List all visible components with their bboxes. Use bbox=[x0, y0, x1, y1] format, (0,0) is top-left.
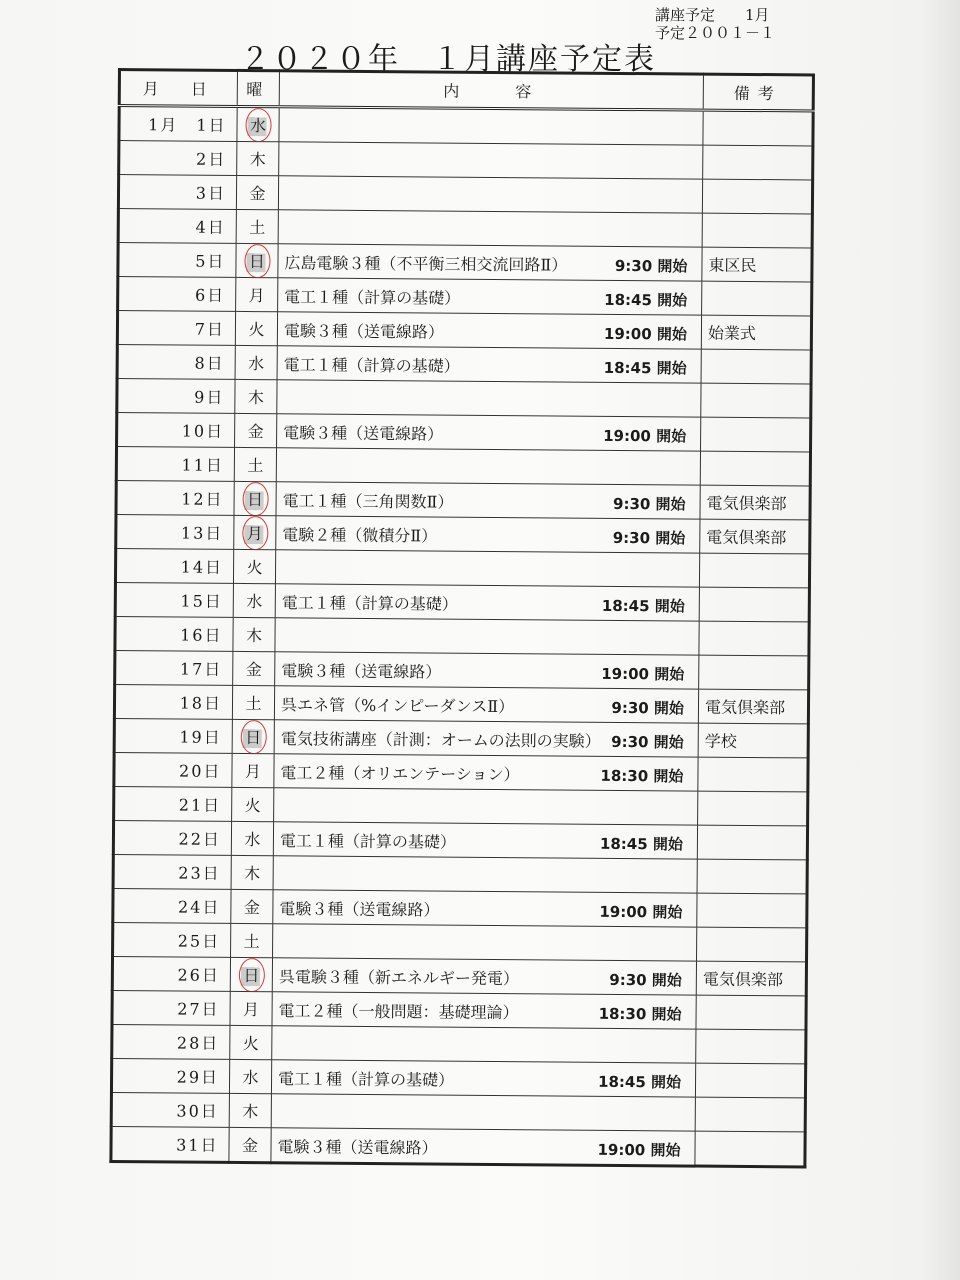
weekday-cell bbox=[231, 889, 273, 923]
date-cell: 8日 bbox=[117, 345, 235, 380]
table-row bbox=[113, 888, 807, 927]
weekday-cell bbox=[235, 311, 277, 345]
header-content: 内 容 bbox=[279, 71, 703, 110]
table-row bbox=[118, 175, 812, 214]
date-cell: 3日 bbox=[118, 175, 236, 210]
start-time: 19:00 開始 bbox=[603, 426, 687, 446]
note-cell bbox=[696, 995, 806, 1030]
weekday-label: 土 bbox=[245, 694, 262, 714]
weekday-cell bbox=[235, 345, 277, 379]
start-time: 19:00 開始 bbox=[599, 902, 683, 922]
schedule-table bbox=[109, 68, 815, 1168]
table-row bbox=[116, 447, 810, 486]
date-cell: 26日 bbox=[112, 956, 230, 991]
content-cell bbox=[275, 652, 699, 689]
header-note: 備考 bbox=[703, 74, 813, 111]
table-row bbox=[114, 752, 808, 791]
content-cell bbox=[271, 1094, 695, 1131]
weekday-cell bbox=[233, 583, 275, 617]
weekday-cell bbox=[234, 515, 276, 549]
start-time: 9:30 開始 bbox=[609, 970, 682, 990]
date-cell: 28日 bbox=[112, 1024, 230, 1059]
content-cell bbox=[278, 244, 702, 281]
start-time: 19:00 開始 bbox=[603, 324, 687, 344]
note-cell bbox=[697, 825, 807, 860]
weekday-cell bbox=[230, 957, 272, 991]
note-cell bbox=[697, 927, 807, 962]
note-cell bbox=[698, 791, 808, 826]
table-row bbox=[119, 106, 813, 146]
start-time: 18:45 開始 bbox=[603, 358, 687, 378]
weekday-label: 金 bbox=[243, 898, 260, 918]
date-cell: 24日 bbox=[113, 888, 231, 923]
weekday-label: 木 bbox=[247, 388, 264, 408]
content-cell bbox=[279, 107, 703, 145]
table-row bbox=[117, 379, 811, 418]
content-cell bbox=[271, 1128, 695, 1166]
course-subject: 広島電験３種（不平衡三相交流回路Ⅱ） bbox=[284, 253, 568, 275]
weekday-cell bbox=[233, 651, 275, 685]
weekday-label: 金 bbox=[245, 660, 262, 680]
weekday-cell bbox=[234, 447, 276, 481]
weekday-cell bbox=[229, 1059, 271, 1093]
weekday-label: 月 bbox=[243, 1000, 260, 1020]
table-row bbox=[118, 243, 812, 282]
course-subject: 電工１種（計算の基礎） bbox=[279, 831, 457, 852]
red-circle-mark bbox=[238, 957, 264, 991]
course-subject: 電工１種（計算の基礎） bbox=[277, 1069, 455, 1090]
note-cell bbox=[697, 893, 807, 928]
table-row bbox=[114, 718, 808, 757]
weekday-label: 水 bbox=[242, 1068, 259, 1088]
content-cell bbox=[274, 788, 698, 825]
note-cell bbox=[700, 451, 810, 486]
content-cell bbox=[274, 720, 698, 757]
page-title: ２０２０年 １月講座予定表 bbox=[240, 42, 656, 77]
start-time: 9:30 開始 bbox=[614, 256, 688, 276]
date-cell: 10日 bbox=[117, 413, 235, 448]
content-cell bbox=[275, 584, 699, 621]
weekday-label: 木 bbox=[249, 150, 266, 170]
content-cell bbox=[276, 482, 700, 519]
table-row bbox=[115, 616, 809, 655]
note-cell bbox=[703, 145, 813, 180]
content-cell bbox=[278, 210, 702, 247]
content-cell bbox=[275, 550, 699, 587]
weekday-label: 水 bbox=[246, 592, 263, 612]
table-row bbox=[119, 141, 813, 180]
weekday-label: 月 bbox=[244, 762, 262, 782]
course-subject: 電験３種（送電線路） bbox=[281, 661, 442, 682]
note-cell: 学校 bbox=[698, 723, 808, 758]
red-circle-mark bbox=[244, 243, 270, 277]
weekday-label: 土 bbox=[243, 932, 260, 952]
weekday-cell bbox=[237, 106, 279, 141]
table-row bbox=[111, 1092, 805, 1131]
date-cell: 2日 bbox=[119, 141, 237, 176]
weekday-cell bbox=[231, 855, 273, 889]
note-cell bbox=[695, 1097, 805, 1132]
weekday-label: 日 bbox=[243, 966, 260, 986]
date-cell: 11日 bbox=[116, 447, 234, 482]
weekday-label: 金 bbox=[241, 1136, 259, 1156]
table-row bbox=[117, 311, 811, 350]
table-row bbox=[117, 413, 811, 452]
weekday-label: 火 bbox=[246, 558, 263, 578]
table-row bbox=[114, 786, 808, 825]
table-row bbox=[116, 480, 810, 519]
weekday-cell bbox=[229, 1093, 271, 1127]
note-cell bbox=[703, 110, 813, 146]
weekday-cell bbox=[236, 175, 278, 209]
date-cell: 27日 bbox=[112, 990, 230, 1025]
date-cell: 15日 bbox=[115, 582, 233, 617]
start-time: 9:30 開始 bbox=[612, 528, 686, 548]
doc-ref-line-1: 講座予定 1月 bbox=[655, 6, 770, 24]
table-row bbox=[115, 582, 809, 621]
date-cell: 22日 bbox=[113, 820, 231, 855]
content-cell bbox=[278, 278, 702, 315]
weekday-label: 月 bbox=[246, 524, 263, 544]
date-cell: 14日 bbox=[115, 548, 233, 583]
course-subject: 電工１種（計算の基礎） bbox=[283, 355, 460, 376]
content-cell bbox=[277, 380, 701, 417]
note-cell bbox=[701, 417, 811, 452]
start-time: 18:30 開始 bbox=[600, 766, 684, 786]
course-subject: 電験３種（送電線路） bbox=[283, 321, 445, 342]
weekday-label: 土 bbox=[249, 218, 266, 238]
content-cell bbox=[273, 890, 697, 927]
weekday-label: 火 bbox=[242, 1034, 259, 1054]
date-cell: 12日 bbox=[116, 480, 234, 515]
note-cell bbox=[695, 1063, 805, 1098]
content-cell bbox=[272, 1026, 696, 1063]
course-subject: 電気技術講座（計測：オームの法則の実験） bbox=[280, 729, 601, 751]
content-cell bbox=[273, 856, 697, 893]
weekday-label: 日 bbox=[247, 490, 264, 510]
date-cell: 1月 1日 bbox=[119, 106, 237, 142]
weekday-label: 水 bbox=[248, 354, 265, 374]
doc-ref-line-2: 予定２００１－１ bbox=[655, 24, 776, 42]
red-circle-mark bbox=[242, 515, 268, 549]
weekday-label: 日 bbox=[248, 252, 266, 272]
red-circle-mark bbox=[240, 719, 266, 753]
course-subject: 電験２種（微積分Ⅱ） bbox=[282, 525, 438, 546]
start-time: 18:45 開始 bbox=[601, 596, 685, 616]
course-subject: 電験３種（送電線路） bbox=[277, 1137, 438, 1158]
start-time: 18:45 開始 bbox=[599, 834, 683, 854]
date-cell: 23日 bbox=[113, 854, 231, 889]
content-cell bbox=[271, 1060, 695, 1097]
weekday-label: 木 bbox=[244, 864, 261, 884]
note-cell: 電気倶楽部 bbox=[696, 961, 806, 996]
document-reference bbox=[655, 6, 835, 42]
content-cell bbox=[274, 686, 698, 723]
date-cell: 19日 bbox=[114, 718, 232, 753]
course-subject: 電験３種（送電線路） bbox=[283, 423, 444, 444]
content-cell bbox=[276, 448, 700, 485]
date-cell: 6日 bbox=[118, 277, 236, 312]
course-subject: 呉電験３種（新エネルギー発電） bbox=[278, 967, 519, 989]
weekday-cell bbox=[232, 753, 274, 787]
course-subject: 電工２種（オリエンテーション） bbox=[280, 763, 520, 785]
weekday-cell bbox=[231, 923, 273, 957]
content-cell bbox=[274, 754, 698, 791]
table-row bbox=[113, 854, 807, 893]
weekday-cell bbox=[235, 413, 277, 447]
header-date: 月 日 bbox=[119, 70, 237, 107]
content-cell bbox=[273, 924, 697, 961]
table-row bbox=[118, 277, 812, 316]
weekday-cell bbox=[233, 549, 275, 583]
start-time: 19:00 開始 bbox=[597, 1140, 681, 1160]
weekday-label: 土 bbox=[247, 456, 264, 476]
note-cell: 始業式 bbox=[701, 315, 811, 350]
weekday-cell bbox=[236, 243, 278, 277]
table-row bbox=[113, 820, 807, 859]
weekday-label: 金 bbox=[247, 422, 264, 442]
weekday-label: 木 bbox=[245, 626, 263, 646]
course-subject: 電工１種（計算の基礎） bbox=[281, 593, 458, 614]
date-cell: 29日 bbox=[111, 1058, 229, 1093]
content-cell bbox=[275, 618, 699, 655]
weekday-label: 日 bbox=[245, 728, 262, 748]
table-row bbox=[118, 209, 812, 248]
date-cell: 9日 bbox=[117, 379, 235, 414]
note-cell bbox=[698, 757, 808, 792]
header-dow: 曜 bbox=[237, 70, 279, 106]
weekday-cell bbox=[229, 1127, 271, 1162]
date-cell: 4日 bbox=[118, 209, 236, 244]
table-row bbox=[117, 345, 811, 384]
date-cell: 13日 bbox=[116, 514, 234, 549]
note-cell bbox=[702, 281, 812, 316]
content-cell bbox=[272, 992, 696, 1029]
note-cell bbox=[695, 1131, 805, 1167]
note-cell bbox=[699, 655, 809, 690]
weekday-label: 水 bbox=[244, 830, 261, 850]
weekday-cell bbox=[236, 277, 278, 311]
start-time: 9:30 開始 bbox=[611, 698, 685, 718]
start-time: 9:30 開始 bbox=[612, 494, 686, 514]
weekday-label: 月 bbox=[248, 286, 265, 306]
date-cell: 18日 bbox=[114, 684, 232, 719]
paper-edge-shadow bbox=[920, 0, 960, 1280]
content-cell bbox=[277, 346, 701, 383]
weekday-cell bbox=[232, 685, 274, 719]
start-time: 18:45 開始 bbox=[597, 1072, 682, 1092]
weekday-cell bbox=[232, 719, 274, 753]
table-row bbox=[112, 990, 806, 1029]
course-subject: 電験３種（送電線路） bbox=[279, 899, 440, 920]
note-cell bbox=[699, 553, 809, 588]
table-row bbox=[116, 514, 810, 553]
weekday-label: 木 bbox=[242, 1102, 259, 1122]
course-subject: 電工１種（計算の基礎） bbox=[284, 287, 461, 308]
table-row bbox=[115, 548, 809, 587]
table-row bbox=[111, 1126, 805, 1166]
course-subject: 電工１種（三角関数Ⅱ） bbox=[282, 491, 454, 512]
table-row bbox=[113, 922, 807, 961]
table-row bbox=[115, 650, 809, 689]
weekday-cell bbox=[236, 209, 278, 243]
weekday-label: 水 bbox=[249, 116, 267, 136]
content-cell bbox=[277, 312, 701, 349]
content-cell bbox=[273, 822, 697, 859]
weekday-cell bbox=[232, 787, 274, 821]
date-cell: 25日 bbox=[113, 922, 231, 957]
weekday-cell bbox=[234, 481, 276, 515]
start-time: 18:45 開始 bbox=[604, 290, 688, 310]
start-time: 18:30 開始 bbox=[598, 1004, 682, 1024]
note-cell bbox=[702, 213, 812, 248]
content-cell bbox=[277, 414, 701, 451]
header-row bbox=[119, 70, 813, 111]
start-time: 19:00 開始 bbox=[601, 664, 685, 684]
note-cell: 電気倶楽部 bbox=[700, 485, 810, 520]
date-cell: 17日 bbox=[115, 650, 233, 685]
content-cell bbox=[279, 142, 703, 179]
content-cell bbox=[278, 176, 702, 213]
date-cell: 16日 bbox=[115, 616, 233, 651]
content-cell bbox=[272, 958, 696, 995]
table-row bbox=[114, 684, 808, 723]
course-subject: 呉エネ管（%インピーダンスⅡ） bbox=[280, 695, 515, 717]
red-circle-mark bbox=[245, 108, 271, 142]
note-cell bbox=[699, 587, 809, 622]
note-cell: 電気倶楽部 bbox=[700, 519, 810, 554]
content-cell bbox=[276, 516, 700, 553]
note-cell bbox=[697, 859, 807, 894]
note-cell bbox=[701, 349, 811, 384]
note-cell bbox=[702, 179, 812, 214]
weekday-cell bbox=[230, 991, 272, 1025]
date-cell: 21日 bbox=[114, 786, 232, 821]
note-cell bbox=[699, 621, 809, 656]
weekday-cell bbox=[235, 379, 277, 413]
date-cell: 30日 bbox=[111, 1092, 229, 1127]
weekday-cell bbox=[233, 617, 275, 651]
weekday-label: 金 bbox=[249, 184, 266, 204]
table-row bbox=[112, 1024, 806, 1063]
note-cell bbox=[696, 1029, 806, 1064]
weekday-label: 火 bbox=[244, 796, 261, 816]
table-row bbox=[111, 1058, 805, 1097]
note-cell bbox=[701, 383, 811, 418]
date-cell: 5日 bbox=[118, 243, 236, 278]
note-cell: 東区民 bbox=[702, 247, 812, 282]
note-cell: 電気倶楽部 bbox=[698, 689, 808, 724]
red-circle-mark bbox=[242, 481, 268, 515]
weekday-cell bbox=[237, 141, 279, 175]
course-subject: 電工２種（一般問題：基礎理論） bbox=[278, 1001, 519, 1023]
start-time: 9:30 開始 bbox=[611, 732, 684, 752]
table-row bbox=[112, 956, 806, 995]
weekday-label: 火 bbox=[248, 320, 265, 340]
weekday-cell bbox=[230, 1025, 272, 1059]
date-cell: 20日 bbox=[114, 752, 232, 787]
date-cell: 7日 bbox=[117, 311, 235, 346]
date-cell: 31日 bbox=[111, 1126, 229, 1162]
weekday-cell bbox=[231, 821, 273, 855]
